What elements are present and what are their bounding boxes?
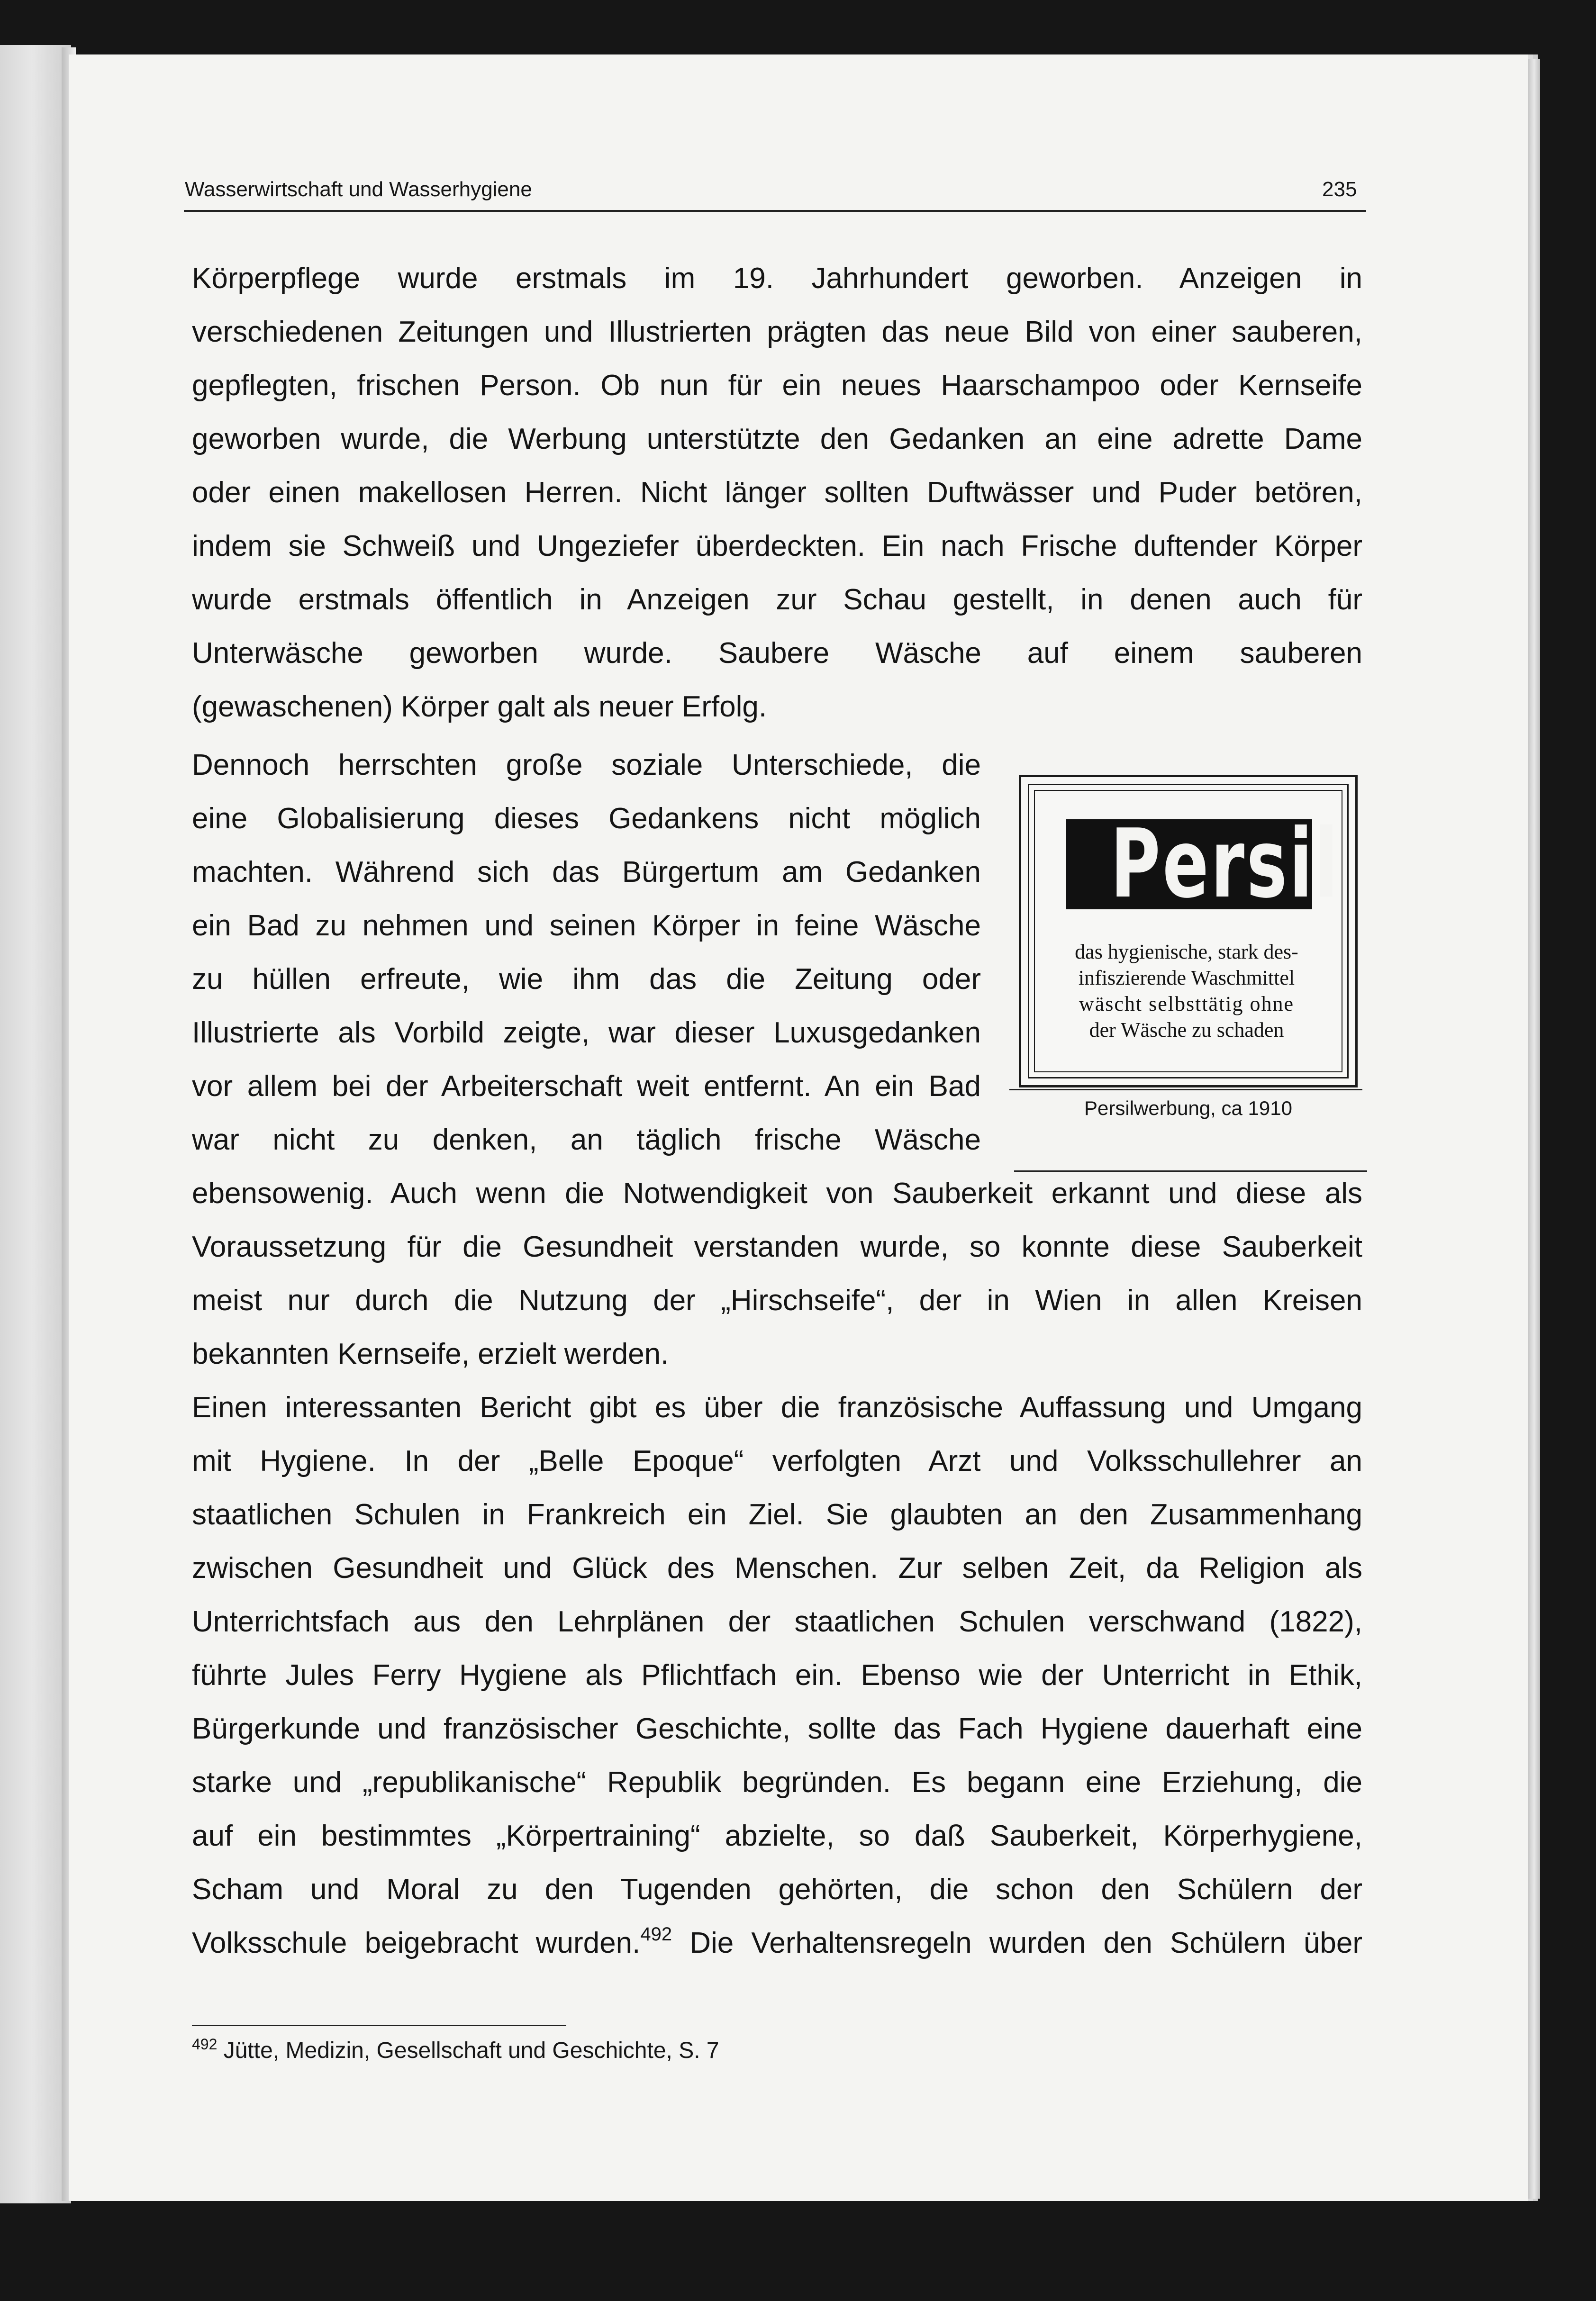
body-line: verschiedenen Zeitungen und Illustrierten prägten das neue Bild von einer sauberen, <box>192 316 1362 348</box>
figure-caption: Persilwerbung, ca 1910 <box>1084 1097 1292 1119</box>
body-line: bekannten Kernseife, erzielt werden. <box>192 1338 669 1370</box>
body-line: auf ein bestimmtes „Körpertraining“ abzielte, so daß Sauberkeit, Körperhygiene, <box>192 1820 1362 1852</box>
footnote-rule <box>192 2025 566 2026</box>
body-line: starke und „republikanische“ Republik begründen. Es begann eine Erziehung, die <box>192 1766 1362 1799</box>
body-line: Bürgerkunde und französischer Geschichte, sollte das Fach Hygiene dauerhaft eine <box>192 1712 1362 1745</box>
body-line: Illustrierte als Vorbild zeigte, war dieser Luxusgedanken <box>192 1016 981 1049</box>
ad-slogan-line: infiszierende Waschmittel <box>1078 966 1295 989</box>
book-spine <box>0 45 71 2203</box>
running-header: Wasserwirtschaft und Wasserhygiene <box>185 178 532 201</box>
caption-bottom-rule <box>1014 1170 1367 1172</box>
caption-rule <box>1009 1089 1362 1090</box>
ad-slogan-line: der Wäsche zu schaden <box>1089 1018 1284 1042</box>
page-number: 235 <box>1322 178 1357 201</box>
body-line: führte Jules Ferry Hygiene als Pflichtfach ein. Ebenso wie der Unterricht in Ethik, <box>192 1659 1362 1692</box>
body-line: indem sie Schweiß und Ungeziefer überdeckten. Ein nach Frische duftender Körper <box>192 530 1362 562</box>
footnote-number: 492 <box>192 2036 218 2053</box>
body-line: Unterwäsche geworben wurde. Saubere Wäsche auf einem sauberen <box>192 637 1362 670</box>
body-line: Voraussetzung für die Gesundheit verstanden wurde, so konnte diese Sauberkeit <box>192 1231 1362 1263</box>
body-line: vor allem bei der Arbeiterschaft weit entfernt. An ein Bad <box>192 1070 981 1103</box>
body-text: Volksschule beigebracht wurden. <box>192 1927 641 1959</box>
header-rule <box>184 210 1366 212</box>
body-line: eine Globalisierung dieses Gedankens nicht möglich <box>192 802 981 835</box>
ad-slogan <box>1049 939 1324 1043</box>
ad-slogan-line: wäscht selbsttätig ohne <box>1079 992 1295 1015</box>
body-text: Die Verhaltensregeln wurden den Schülern über <box>672 1927 1362 1959</box>
body-line: wurde erstmals öffentlich in Anzeigen zur Schau gestellt, in denen auch für <box>192 583 1362 616</box>
body-line: Körperpflege wurde erstmals im 19. Jahrhundert geworben. Anzeigen in <box>192 262 1362 295</box>
page-stack-edge <box>1528 59 1540 2199</box>
body-line: Dennoch herrschten große soziale Unterschiede, die <box>192 749 981 781</box>
body-line: zwischen Gesundheit und Glück des Menschen. Zur selben Zeit, da Religion als <box>192 1552 1362 1585</box>
ad-frame-inner <box>1034 790 1342 1072</box>
body-line: Einen interessanten Bericht gibt es über die französische Auffassung und Umgang <box>192 1391 1362 1424</box>
body-line: Unterrichtsfach aus den Lehrplänen der staatlichen Schulen verschwand (1822), <box>192 1605 1362 1638</box>
footnote-text: Jütte, Medizin, Gesellschaft und Geschichte, S. 7 <box>217 2038 719 2063</box>
body-line: ebensowenig. Auch wenn die Notwendigkeit von Sauberkeit erkannt und diese als <box>192 1177 1362 1210</box>
body-line: staatlichen Schulen in Frankreich ein Ziel. Sie glaubten an den Zusammenhang <box>192 1498 1362 1531</box>
body-line: Scham und Moral zu den Tugenden gehörten, die schon den Schülern der <box>192 1873 1362 1906</box>
body-line: (gewaschenen) Körper galt als neuer Erfolg. <box>192 690 767 723</box>
body-line: machten. Während sich das Bürgertum am Gedanken <box>192 856 981 888</box>
persil-advertisement <box>1019 775 1358 1087</box>
body-line-with-footnote <box>192 1924 1362 1962</box>
footnote-reference[interactable]: 492 <box>640 1924 672 1945</box>
body-line: oder einen makellosen Herren. Nicht länger sollten Duftwässer und Puder betören, <box>192 476 1362 509</box>
ad-frame <box>1028 784 1349 1078</box>
body-line: mit Hygiene. In der „Belle Epoque“ verfolgten Arzt und Volksschullehrer an <box>192 1445 1362 1477</box>
body-line: meist nur durch die Nutzung der „Hirschseife“, der in Wien in allen Kreisen <box>192 1284 1362 1317</box>
ad-slogan-line: das hygienische, stark des- <box>1075 940 1298 963</box>
footnote <box>192 2038 719 2064</box>
body-line: geworben wurde, die Werbung unterstützte den Gedanken an eine adrette Dame <box>192 423 1362 455</box>
persil-logo: Persil <box>1066 819 1312 909</box>
body-line: zu hüllen erfreute, wie ihm das die Zeitung oder <box>192 963 981 996</box>
body-line: ein Bad zu nehmen und seinen Körper in feine Wäsche <box>192 909 981 942</box>
body-line: war nicht zu denken, an täglich frische Wäsche <box>192 1123 981 1156</box>
body-line: gepflegten, frischen Person. Ob nun für ein neues Haarschampoo oder Kernseife <box>192 369 1362 402</box>
